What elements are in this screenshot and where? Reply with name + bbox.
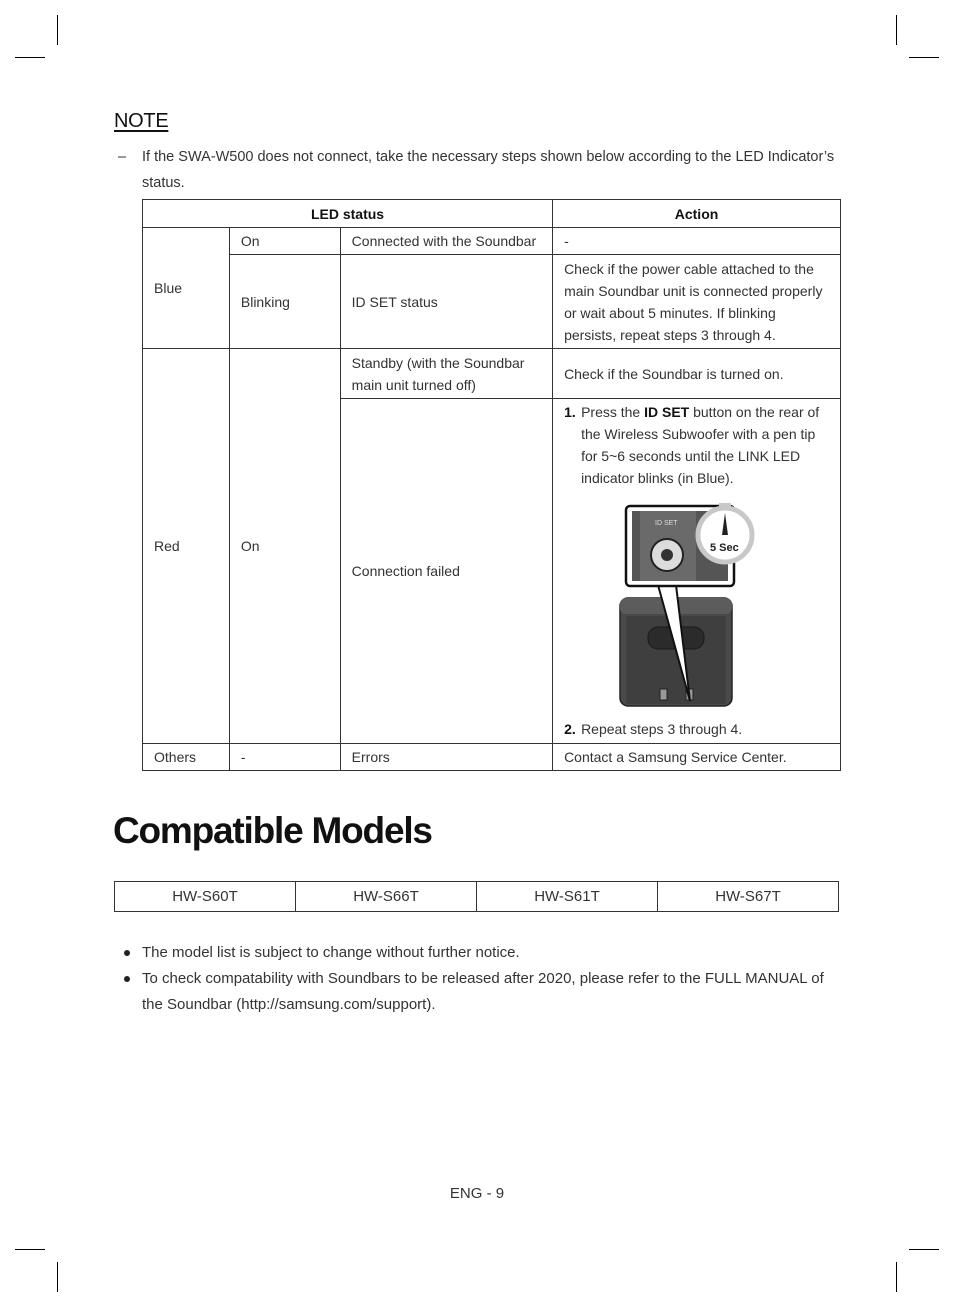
crop-mark	[57, 1262, 58, 1292]
list-item	[124, 940, 824, 966]
table-row	[143, 744, 841, 771]
timer-label: 5 Sec	[710, 542, 739, 554]
led-state: On	[229, 349, 340, 744]
model-cell: HW-S60T	[115, 882, 296, 912]
step-text-part: Press the	[581, 404, 645, 420]
table-row	[143, 255, 841, 349]
led-status: Connected with the Soundbar	[340, 228, 552, 255]
subwoofer-illustration	[610, 503, 810, 708]
note-text	[118, 144, 838, 196]
led-status-table	[142, 199, 841, 771]
step-number: 1.	[564, 404, 576, 420]
table-header-row	[143, 200, 841, 228]
models-table	[114, 881, 839, 912]
list-item-text: The model list is subject to change without further notice.	[142, 944, 520, 961]
list-item-text: To check compatability with Soundbars to be released after 2020, please refer to the FULL MANUAL of the Soundbar (http://samsung.com/support).	[142, 970, 824, 1013]
crop-mark	[15, 57, 45, 58]
led-action-steps	[553, 399, 841, 744]
header-led-status: LED status	[143, 200, 553, 228]
led-status: Standby (with the Soundbar main unit turned off)	[340, 349, 552, 399]
crop-mark	[909, 57, 939, 58]
subwoofer-rear-image	[610, 503, 810, 708]
crop-mark	[896, 1262, 897, 1292]
page-number: ENG - 9	[449, 1185, 505, 1202]
model-cell: HW-S66T	[296, 882, 477, 912]
led-status: Connection failed	[340, 399, 552, 744]
bullet-dot-icon	[124, 976, 130, 982]
table-row	[143, 228, 841, 255]
step-text: Repeat steps 3 through 4.	[581, 721, 743, 737]
led-action: -	[553, 228, 841, 255]
id-set-term: ID SET	[644, 404, 690, 420]
led-status: ID SET status	[340, 255, 552, 349]
crop-mark	[896, 15, 897, 45]
id-set-label: ID SET	[655, 520, 678, 527]
led-action: Check if the power cable attached to the main Soundbar unit is connected properly or wait about 5 minutes. If blinking persists, repeat steps 3 through 4.	[553, 255, 841, 349]
led-state: On	[229, 228, 340, 255]
led-color-blue: Blue	[143, 228, 230, 349]
led-action: Contact a Samsung Service Center.	[553, 744, 841, 771]
notes-list	[124, 940, 824, 1018]
led-color-others: Others	[143, 744, 230, 771]
crop-mark	[909, 1249, 939, 1250]
step-text	[581, 401, 829, 489]
crop-mark	[57, 15, 58, 45]
led-state: -	[229, 744, 340, 771]
step-number: 2.	[564, 721, 576, 737]
step-2	[564, 718, 829, 740]
note-body: If the SWA-W500 does not connect, take the necessary steps shown below according to the LED Indicator’s status.	[142, 149, 835, 191]
note-heading: NOTE	[114, 110, 169, 132]
step-1	[564, 401, 829, 489]
crop-mark	[15, 1249, 45, 1250]
model-cell: HW-S61T	[477, 882, 658, 912]
table-row	[115, 882, 839, 912]
step-text-part: button on the rear of the Wireless Subwoofer with a pen tip for 5~6 seconds until the LINK LED indicator blinks (in Blue).	[581, 404, 820, 486]
compatible-models-heading: Compatible Models	[113, 810, 432, 851]
led-action: Check if the Soundbar is turned on.	[553, 349, 841, 399]
bullet-dot-icon	[124, 950, 130, 956]
list-item	[124, 966, 824, 1018]
header-action: Action	[553, 200, 841, 228]
table-row	[143, 349, 841, 399]
model-cell: HW-S67T	[658, 882, 839, 912]
led-status: Errors	[340, 744, 552, 771]
led-color-red: Red	[143, 349, 230, 744]
note-dash: –	[118, 149, 127, 165]
led-state: Blinking	[229, 255, 340, 349]
